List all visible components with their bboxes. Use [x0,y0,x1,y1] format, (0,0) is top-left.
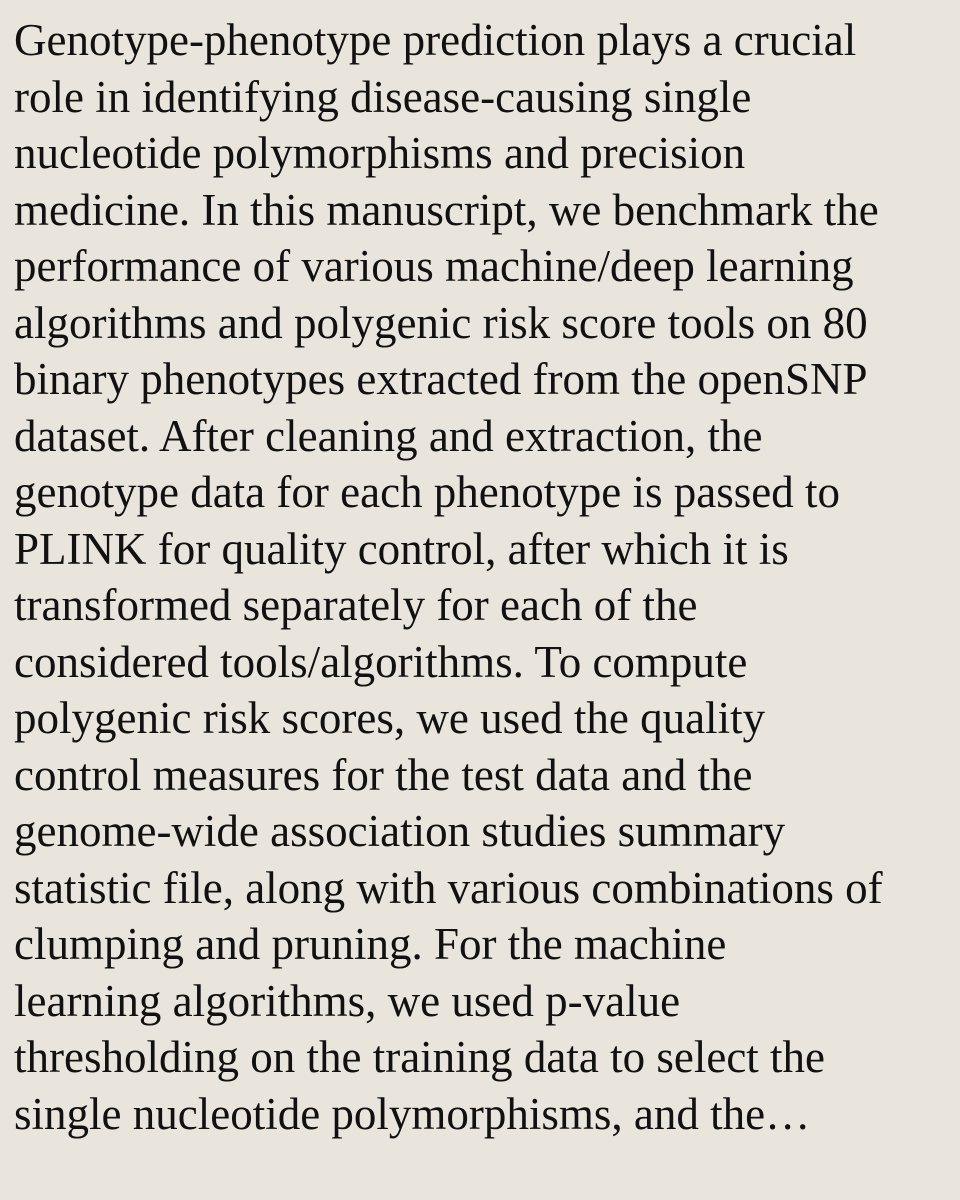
abstract-line-16: statistic file, along with various combinations of [14,862,883,913]
abstract-line-19: thresholding on the training data to select the [14,1032,826,1082]
abstract-line-9: genotype data for each phenotype is passed to [14,467,840,517]
abstract-line-11: transformed separately for each of the [14,580,698,630]
abstract-line-3: nucleotide polymorphisms and precision [14,128,746,178]
abstract-line-2: role in identifying disease-causing single [14,71,752,122]
abstract-line-10: PLINK for quality control, after which it is [14,523,789,574]
abstract-line-6: algorithms and polygenic risk score tools on 80 [14,297,868,348]
abstract-line-18: learning algorithms, we used p-value [14,975,681,1026]
abstract-line-5: performance of various machine/deep learning [14,241,854,291]
abstract-line-12: considered tools/algorithms. To compute [14,636,748,687]
abstract-line-17: clumping and pruning. For the machine [14,919,727,969]
abstract-line-15: genome-wide association studies summary [14,806,786,856]
abstract-line-8: dataset. After cleaning and extraction, the [14,410,763,461]
abstract-line-20: single nucleotide polymorphisms, and the… [14,1088,811,1139]
abstract-line-1: Genotype-phenotype prediction plays a crucial [14,15,857,65]
abstract-paragraph [14,12,960,1142]
abstract-line-14: control measures for the test data and the [14,749,753,800]
abstract-line-7: binary phenotypes extracted from the openSNP [14,354,868,404]
abstract-line-13: polygenic risk scores, we used the quality [14,693,766,743]
abstract-line-4: medicine. In this manuscript, we benchmark the [14,184,879,235]
